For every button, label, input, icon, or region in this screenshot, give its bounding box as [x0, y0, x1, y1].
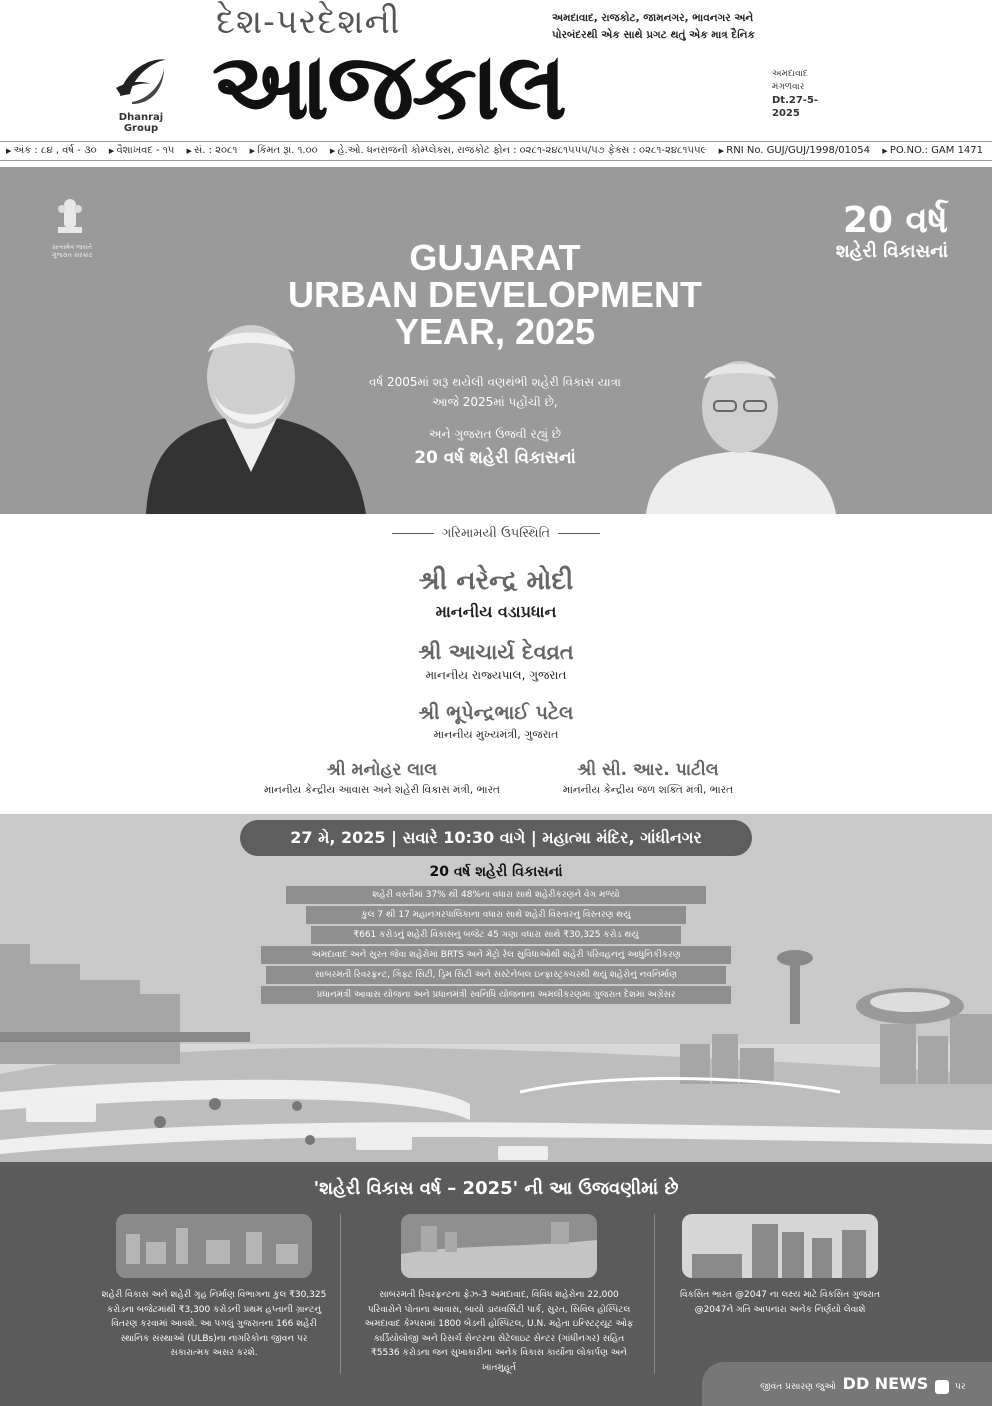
info-item: ▶ કિંમત રૂા. ૧.૦૦ [250, 145, 318, 156]
event-details: 27 મે, 2025 | સવારે 10:30 વાગે | મહાત્મા મંદિર, ગાંધીનગર [240, 820, 752, 856]
dignitary-name: શ્રી ભૂપેન્દ્રભાઈ પટેલ [418, 702, 574, 724]
city-section [0, 814, 992, 1162]
dignitary-role: માનનીય રાજ્યપાલ, ગુજરાત [425, 668, 567, 682]
group-name: Dhanraj Group [118, 112, 164, 134]
hero-text-line: આજે 2025માં પહોંચી છે, [432, 395, 558, 409]
celebration-card [364, 1214, 634, 1375]
highlights-list [0, 886, 992, 1006]
portrait-prime-minister [126, 322, 376, 514]
hero-text-line: વર્ષ 2005માં શરૂ થયેલી વણથંભી શહેરી વિકાસ યાત્રા [368, 375, 621, 389]
live-suffix: પર [955, 1382, 966, 1392]
hero-banner [0, 167, 992, 514]
dhanraj-swoosh-icon [112, 52, 168, 106]
city-aerial-photo [116, 1214, 312, 1278]
hero-highlight: 20 વર્ષ શહેરી વિકાસનાં [414, 448, 576, 468]
highlight-item: અમદાવાદ અને સુરત જેવા શહેરોમાં BRTS અને મેટ્રો રેલ સુવિધાઓથી શહેરી પરિવહનનું આધુનિકીકરણ [261, 946, 731, 966]
info-item: ▶ સં. : ૨૦૮૧ [187, 145, 238, 156]
presence-heading: ગરિમામયી ઉપસ્થિતિ [0, 526, 992, 541]
dignitary [232, 758, 532, 797]
info-item: ▶ RNI No. GUJ/GUJ/1998/01054 [719, 145, 870, 156]
anniversary-badge [836, 201, 948, 262]
column-divider [654, 1214, 655, 1374]
celebration-card-text: સાબરમતી રિવરફ્રન્ટના ફેઝ-3 અમદાવાદ, વિવિધ શહેરોના 22,000 પરિવારોને પોતાના આવાસ, બાયો ડાયવર્સિટી પાર્ક, સુરત, સિવિલ હોસ્પિટલ અમદાવાદ કેમ્પસમાં 1800 બેડની હોસ્પિટલ, U.N. મહેતા ઇન્સ્ટિટ્યૂટ ઓફ કાર્ડિયોલોજી અને રિસર્ચ સેન્ટરના સેટેલાઇટ સેન્ટર (ગાંધીનગર) સહિત ₹5536 કરોડના જન સુખાકારીના અનેક વિકાસ કાર્યોના લોકાર્પણ અને ખાતમુહૂર્ત [364, 1290, 634, 1373]
celebration-section [0, 1162, 992, 1406]
dignitary-name: શ્રી નરેન્દ્ર મોદી [418, 566, 574, 596]
edition-day: મંગળવાર [772, 82, 805, 92]
hero-title-line: GUJARAT [409, 237, 581, 278]
highlight-item: સાબરમતી રિવરફ્રન્ટ, ગિફ્ટ સિટી, ડ્રિમ સિટી અને સસ્ટેનેબલ ઇન્ફ્રાસ્ટ્રક્ચરથી થયું શહેરોનું નવનિર્માણ [266, 966, 726, 986]
dignitary-name: શ્રી સી. આર. પાટીલ [577, 760, 719, 780]
editions-note [552, 10, 772, 44]
highlight-item: કુલ 7 થી 17 મહાનગરપાલિકાના વધારા સાથે શહેરી વિસ્તારનું વિસ્તરણ થયું [306, 906, 686, 926]
info-bar [0, 141, 992, 161]
highlight-item: ₹661 કરોડનું શહેરી વિકાસનું બજેટ 45 ગણા વધારા સાથે ₹30,325 કરોડ થયું [311, 926, 681, 946]
hero-title-line: URBAN DEVELOPMENT [287, 274, 703, 315]
dignitary-role: માનનીય કેન્દ્રીય આવાસ અને શહેરી વિકાસ મંત્રી, ભારત [264, 784, 500, 796]
portrait-chief-minister [640, 357, 840, 514]
info-item: ▶ હે.ઓ. ધનરાજની કોમ્પ્લેક્સ, રાજકોટ ફોન : ૦૨૮૧-૨૪૮૧૫૫૫/૫૭ ફેક્સ : ૦૨૮૧-૨૪૮૧૫૫૯ [330, 145, 707, 156]
emblem-caption [44, 243, 100, 259]
dignitary [0, 564, 992, 622]
info-item: ▶ PO.NO.: GAM 1471 [882, 145, 983, 156]
editions-line: અમદાવાદ, રાજકોટ, જામનગર, ભાવનગર અને [552, 12, 754, 24]
celebration-card-text: શહેરી વિકાસ અને શહેરી ગૃહ નિર્માણ વિભાગના કુલ ₹30,325 કરોડના બજેટમાંથી ₹3,300 કરોડની પ્રથમ હપ્તાની ગ્રાન્ટનું વિતરણ કરવામાં આવશે. આ પગલું ગુજરાતના 166 શહેરી સ્થાનિક સંસ્થાઓ (ULBs)ના નાગરિકોના જીવન પર સકારાત્મક અસર કરશે. [101, 1290, 327, 1358]
dignitary-name: શ્રી મનોહર લાલ [326, 760, 438, 780]
dignitary-role: માનનીય વડાપ્રધાન [435, 602, 557, 621]
newspaper-name: આજકાલ [212, 34, 566, 140]
dateline [772, 68, 840, 120]
emblem-line: ગુજરાત સરકાર [51, 251, 93, 259]
celebration-card [100, 1214, 328, 1361]
dignitary [0, 700, 992, 742]
edition-date: Dt.27-5-2025 [772, 95, 819, 119]
live-broadcast-note [702, 1362, 992, 1406]
celebration-card [666, 1214, 894, 1317]
masthead [0, 0, 992, 142]
highlights-title: 20 વર્ષ શહેરી વિકાસનાં [429, 864, 563, 880]
riverfront-photo [401, 1214, 597, 1278]
info-item: ▶ અંક : ૮૪ , વર્ષ - ૩૦ [6, 145, 97, 156]
highlight-item: શહેરી વસ્તીમાં 37% થી 48%ના વધારા સાથે શહેરીકરણને વેગ મળ્યો [286, 886, 706, 906]
dignitary-name: શ્રી આચાર્ય દેવવ્રત [418, 640, 574, 664]
dd-news-logo-icon [935, 1380, 949, 1394]
info-item: ▶ વૈશાખવદ - ૧૫ [109, 145, 174, 156]
dignitary [528, 758, 768, 797]
celebration-card-text: વિકસિત ભારત @2047 ના લક્ષ્ય માટે વિકસિત ગુજરાત @2047ને ગતિ આપનારા અનેક નિર્ણયો લેવાશે [679, 1290, 881, 1315]
dhanraj-logo [106, 52, 172, 134]
dignitary-role: માનનીય કેન્દ્રીય જળ શક્તિ મંત્રી, ભારત [562, 784, 734, 796]
dignitary-role: માનનીય મુખ્યમંત્રી, ગુજરાત [433, 728, 559, 741]
edition-city: અમદાવાદ [772, 69, 808, 79]
channel-name: DD NEWS [842, 1374, 929, 1393]
highlight-item: પ્રધાનમંત્રી આવાસ યોજના અને પ્રધાનમંત્રી સ્વનિધિ યોજનાના અમલીકરણમાં ગુજરાત દેશમાં અગ્રેસર [261, 986, 731, 1006]
skyline-photo [682, 1214, 878, 1278]
dignitary [0, 638, 992, 683]
hero-text-line: અને ગુજરાત ઉજવી રહ્યું છે [428, 427, 562, 441]
emblem-line: સત્યમેવ જયતે [52, 243, 92, 251]
celebration-title: 'શહેરી વિકાસ વર્ષ – 2025' ની આ ઉજવણીમાં છે [313, 1178, 679, 1199]
editions-line: પોરબંદરથી એક સાથે પ્રગટ થતું એક માત્ર દૈનિક [552, 29, 755, 41]
column-divider [340, 1214, 341, 1374]
hero-title-line: YEAR, 2025 [394, 311, 596, 352]
masthead-tagline: દેશ-પરદેશની [216, 2, 401, 42]
live-prefix: જીવંત પ્રસારણ જુઓ [760, 1382, 836, 1392]
dignitaries-section [0, 514, 992, 814]
badge-number: 20 વર્ષ [842, 200, 948, 241]
badge-subtitle: શહેરી વિકાસનાં [835, 241, 948, 262]
